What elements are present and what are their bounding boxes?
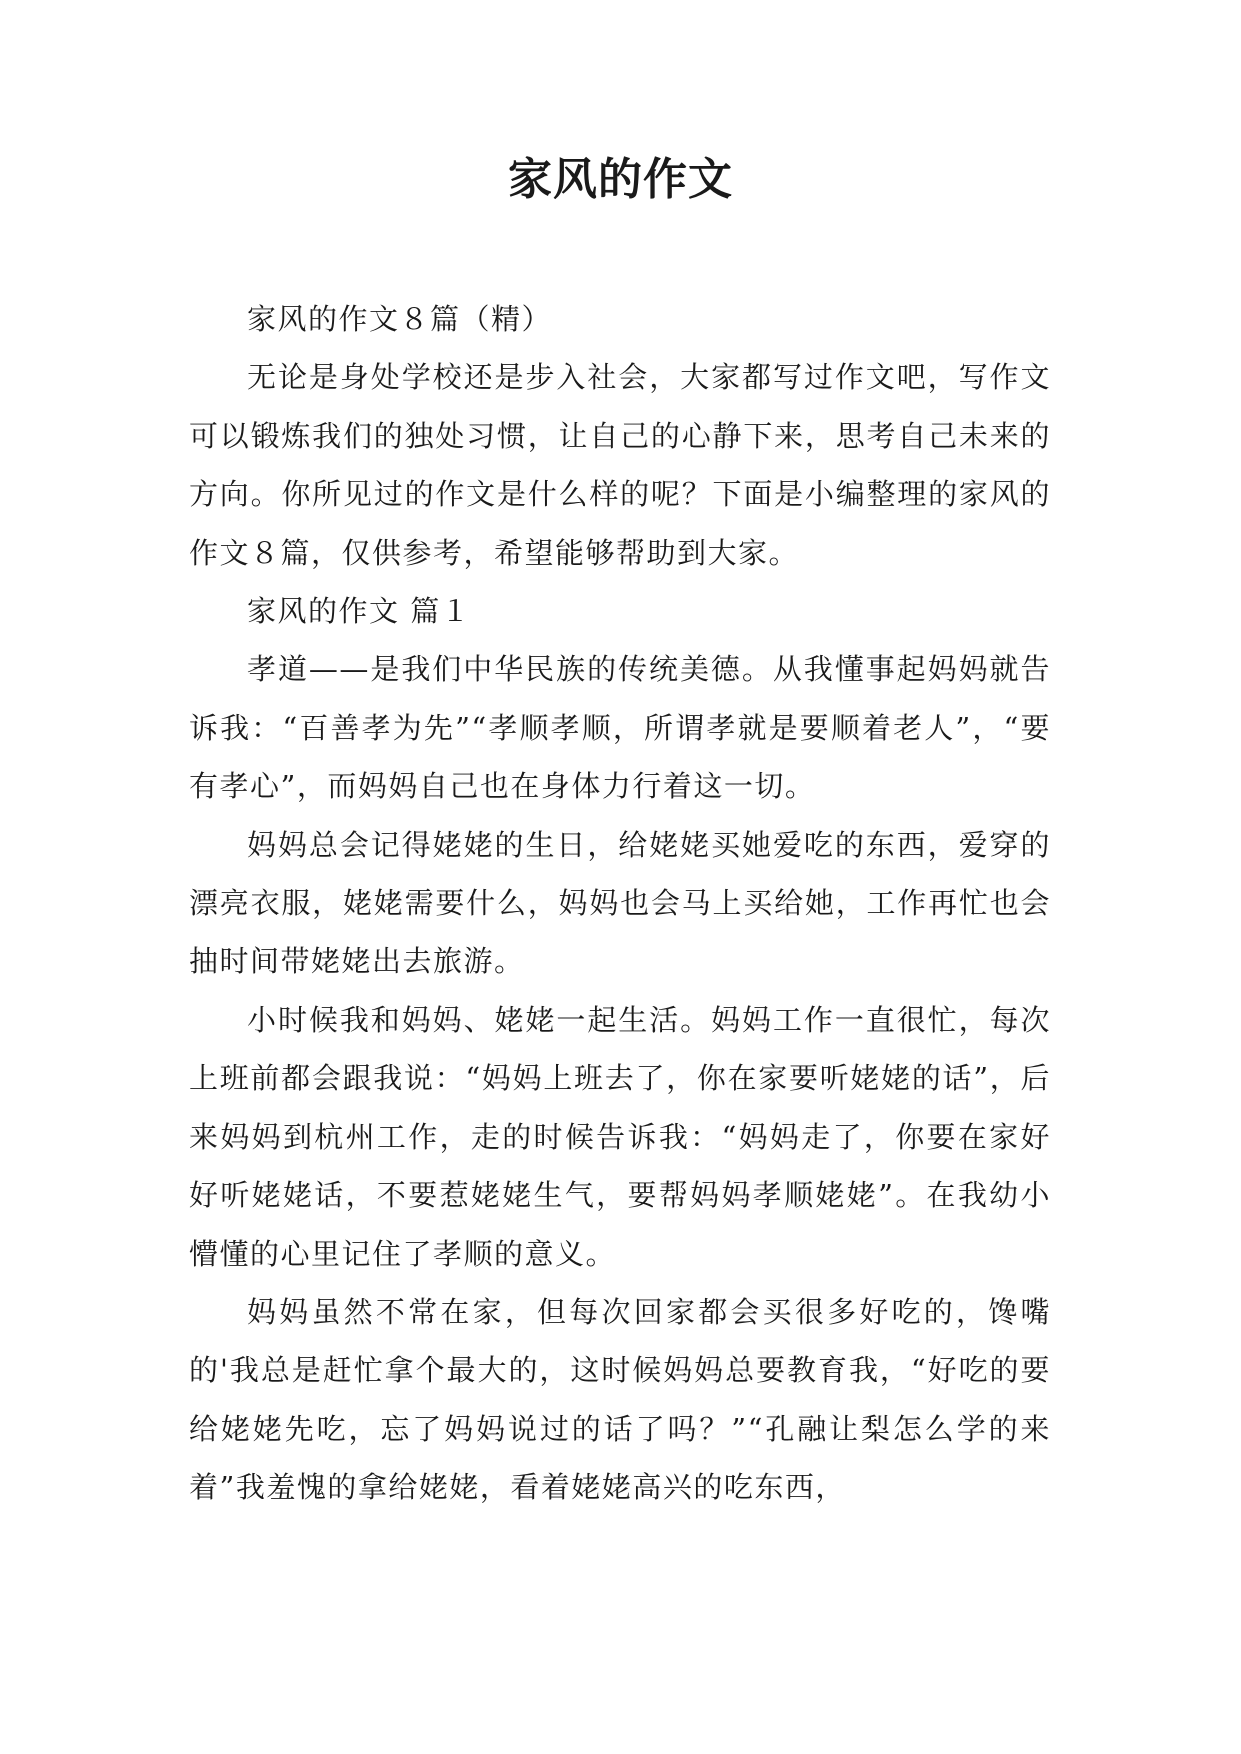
body-paragraph: 孝道——是我们中华民族的传统美德。从我懂事起妈妈就告诉我：“百善孝为先”“孝顺孝顺，所谓孝就是要顺着老人”，“要有孝心”，而妈妈自己也在身体力行着这一切。 [189, 652, 1051, 804]
intro-paragraph: 无论是身处学校还是步入社会，大家都写过作文吧，写作文可以锻炼我们的独处习惯，让自己的心静下来，思考自己未来的方向。你所见过的作文是什么样的呢？下面是小编整理的家风的作文８篇，仅供参考，希望能够帮助到大家。 [189, 360, 1051, 570]
section-heading: 家风的作文 篇１ [247, 594, 472, 629]
document-body [189, 290, 1051, 1517]
body-paragraph: 妈妈总会记得姥姥的生日，给姥姥买她爱吃的东西，爱穿的漂亮衣服，姥姥需要什么，妈妈也会马上买给她，工作再忙也会抽时间带姥姥出去旅游。 [189, 827, 1051, 979]
body-paragraph: 小时候我和妈妈、姥姥一起生活。妈妈工作一直很忙，每次上班前都会跟我说：“妈妈上班去了，你在家要听姥姥的话”，后来妈妈到杭州工作，走的时候告诉我：“妈妈走了，你要在家好好听姥姥话，不要惹姥姥生气，要帮妈妈孝顺姥姥”。在我幼小懵懂的心里记住了孝顺的意义。 [189, 1002, 1051, 1271]
body-paragraph: 妈妈虽然不常在家，但每次回家都会买很多好吃的，馋嘴的'我总是赶忙拿个最大的，这时候妈妈总要教育我，“好吃的要给姥姥先吃，忘了妈妈说过的话了吗？”“孔融让梨怎么学的来着”我羞愧的拿给姥姥，看着姥姥高兴的吃东西， [189, 1294, 1051, 1505]
document-title: 家风的作文 [508, 154, 733, 205]
document-subtitle: 家风的作文８篇（精） [247, 302, 553, 336]
